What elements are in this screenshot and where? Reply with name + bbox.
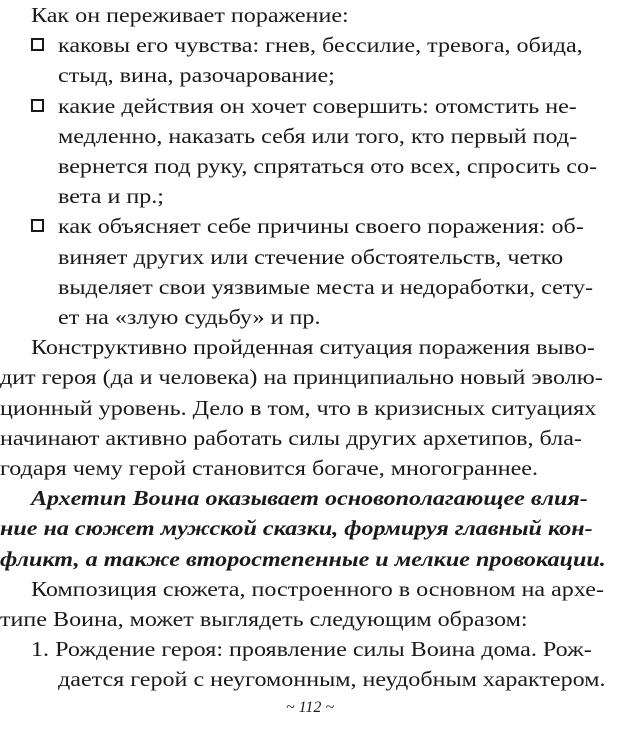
- checkbox-icon: [31, 38, 44, 51]
- line-text: годаря чему герой становится богаче, многограннее.: [0, 456, 539, 480]
- text-line: [0, 272, 620, 303]
- list-item: [0, 211, 620, 242]
- line-text: виняет других или стечение обстоятельств, четко: [58, 244, 564, 269]
- text-line: [0, 393, 620, 424]
- line-text: выделяет свои уязвимые места и недоработки, сету-: [58, 274, 594, 299]
- line-text: дается герой с неугомонным, неудобным характером.: [58, 667, 606, 692]
- text-line: [0, 604, 620, 635]
- line-text: вета и пр.;: [58, 184, 164, 209]
- line-text: ние на сюжет мужской сказки, формируя главный кон-: [0, 516, 593, 541]
- text-line: [0, 362, 620, 393]
- emphasis-line: [0, 513, 620, 544]
- text-line: [0, 242, 620, 273]
- line-text: какие действия он хочет совершить: отомстить не-: [58, 93, 577, 118]
- list-item: [0, 91, 620, 122]
- line-text: Как он переживает поражение:: [31, 3, 349, 27]
- text-line: [0, 664, 620, 695]
- text-line: [0, 181, 620, 212]
- text-line: [0, 121, 620, 152]
- text-line: [0, 423, 620, 454]
- numbered-item: [0, 634, 620, 665]
- text-line: [0, 151, 620, 182]
- page-number: ~ 112 ~: [285, 699, 335, 716]
- line-text: ционный уровень. Дело в том, что в кризисных ситуациях: [0, 395, 597, 420]
- line-text: вернется под руку, спрятаться ото всех, спросить со-: [58, 154, 598, 178]
- emphasis-line: [0, 483, 620, 514]
- text-line: [0, 574, 620, 605]
- text-line: [0, 453, 620, 484]
- line-text: начинают активно работать силы других архетипов, бла-: [0, 425, 582, 450]
- line-text: типе Воина, может выглядеть следующим образом:: [0, 607, 528, 631]
- line-text: каковы его чувства: гнев, бессилие, тревога, обида,: [58, 33, 583, 58]
- line-text: Композиция сюжета, построенного в основном на архе-: [31, 576, 604, 601]
- text-line: [0, 0, 620, 31]
- line-text: Архетип Воина оказывает основополагающее влия-: [31, 486, 588, 511]
- emphasis-line: [0, 544, 620, 575]
- line-text: как объясняет себе причины своего поражения: об-: [58, 214, 584, 239]
- list-item: [0, 30, 620, 61]
- text-line: [0, 60, 620, 91]
- text-line: [0, 332, 620, 363]
- line-text: Конструктивно пройденная ситуация поражения выво-: [31, 335, 595, 360]
- checkbox-icon: [31, 219, 44, 232]
- line-text: стыд, вина, разочарование;: [58, 63, 335, 88]
- checkbox-icon: [31, 99, 44, 112]
- text-line: [0, 302, 620, 333]
- line-text: медленно, наказать себя или того, кто первый под-: [58, 123, 578, 148]
- line-text: дит героя (да и человека) на принципиально новый эволю-: [0, 365, 603, 390]
- line-text: 1. Рождение героя: проявление силы Воина дома. Рож-: [31, 637, 592, 662]
- line-text: фликт, а также второстепенные и мелкие провокации.: [0, 546, 606, 571]
- line-text: ет на «злую судьбу» и пр.: [58, 305, 321, 329]
